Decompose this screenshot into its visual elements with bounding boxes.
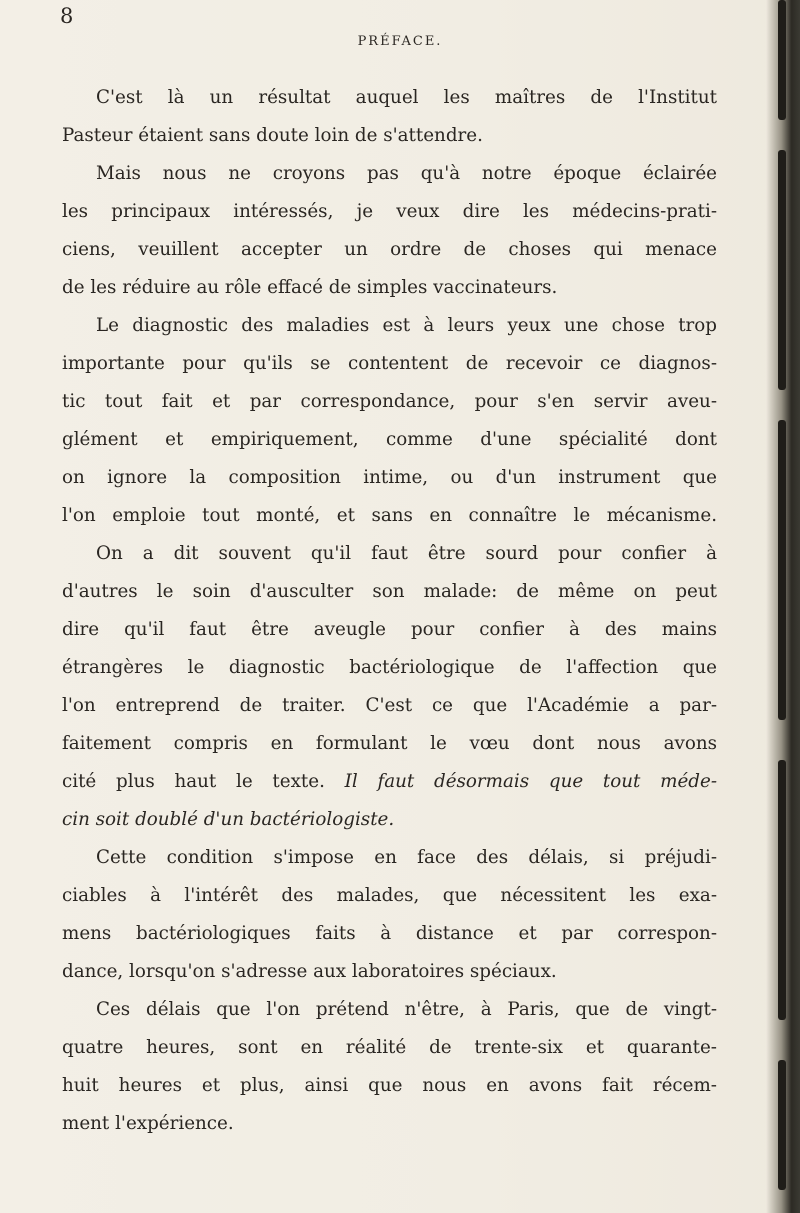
text-line: Cette condition s'impose en face des délais, si préjudi-: [96, 847, 717, 868]
text-line: glément et empiriquement, comme d'une spécialité dont: [62, 429, 717, 450]
text-line-italic: [62, 801, 717, 839]
book-spine-shadow: [766, 0, 800, 1213]
page-edge-band: [778, 760, 786, 1020]
page-number: 8: [60, 4, 74, 28]
text-line: dance, lorsqu'on s'adresse aux laboratoires spéciaux.: [62, 961, 557, 982]
text-line: l'on entreprend de traiter. C'est ce que l'Académie a par-: [62, 695, 717, 716]
text-line: importante pour qu'ils se contentent de recevoir ce diagnos-: [62, 353, 717, 374]
text-line: Ces délais que l'on prétend n'être, à Paris, que de vingt-: [96, 999, 717, 1020]
page-edge-band: [778, 420, 786, 720]
page-edge-band: [778, 0, 786, 120]
text-line: on ignore la composition intime, ou d'un instrument que: [62, 467, 717, 488]
text-span: cité plus haut le texte.: [62, 771, 345, 792]
text-line: huit heures et plus, ainsi que nous en avons fait récem-: [62, 1075, 717, 1096]
text-line: Le diagnostic des maladies est à leurs yeux une chose trop: [96, 315, 717, 336]
text-line: d'autres le soin d'ausculter son malade: de même on peut: [62, 581, 717, 602]
italic-text: cin soit doublé d'un bactériologiste.: [62, 809, 395, 830]
text-line: les principaux intéressés, je veux dire les médecins-prati-: [62, 201, 717, 222]
text-line: quatre heures, sont en réalité de trente-six et quarante-: [62, 1037, 717, 1058]
text-line: On a dit souvent qu'il faut être sourd pour confier à: [96, 543, 717, 564]
text-line: de les réduire au rôle effacé de simples vaccinateurs.: [62, 277, 558, 298]
text-line: C'est là un résultat auquel les maîtres de l'Institut: [96, 87, 717, 108]
text-line: étrangères le diagnostic bactériologique de l'affection que: [62, 657, 717, 678]
page-edge-band: [778, 1060, 786, 1190]
page-edge-band: [778, 150, 786, 390]
text-line: Mais nous ne croyons pas qu'à notre époque éclairée: [96, 163, 717, 184]
text-line-mixed: [62, 763, 717, 801]
running-head: PRÉFACE.: [357, 34, 443, 49]
italic-text: Il faut désormais que tout méde-: [344, 771, 717, 792]
text-line: tic tout fait et par correspondance, pour s'en servir aveu-: [62, 391, 717, 412]
body-text: [62, 79, 717, 1143]
text-line: l'on emploie tout monté, et sans en connaître le mécanisme.: [62, 505, 717, 526]
text-line: mens bactériologiques faits à distance et par correspon-: [62, 923, 717, 944]
text-line: ment l'expérience.: [62, 1113, 234, 1134]
text-line: Pasteur étaient sans doute loin de s'attendre.: [62, 125, 483, 146]
text-line: dire qu'il faut être aveugle pour confier à des mains: [62, 619, 717, 640]
text-line: faitement compris en formulant le vœu dont nous avons: [62, 733, 717, 754]
text-line: ciables à l'intérêt des malades, que nécessitent les exa-: [62, 885, 717, 906]
text-line: ciens, veuillent accepter un ordre de choses qui menace: [62, 239, 717, 260]
